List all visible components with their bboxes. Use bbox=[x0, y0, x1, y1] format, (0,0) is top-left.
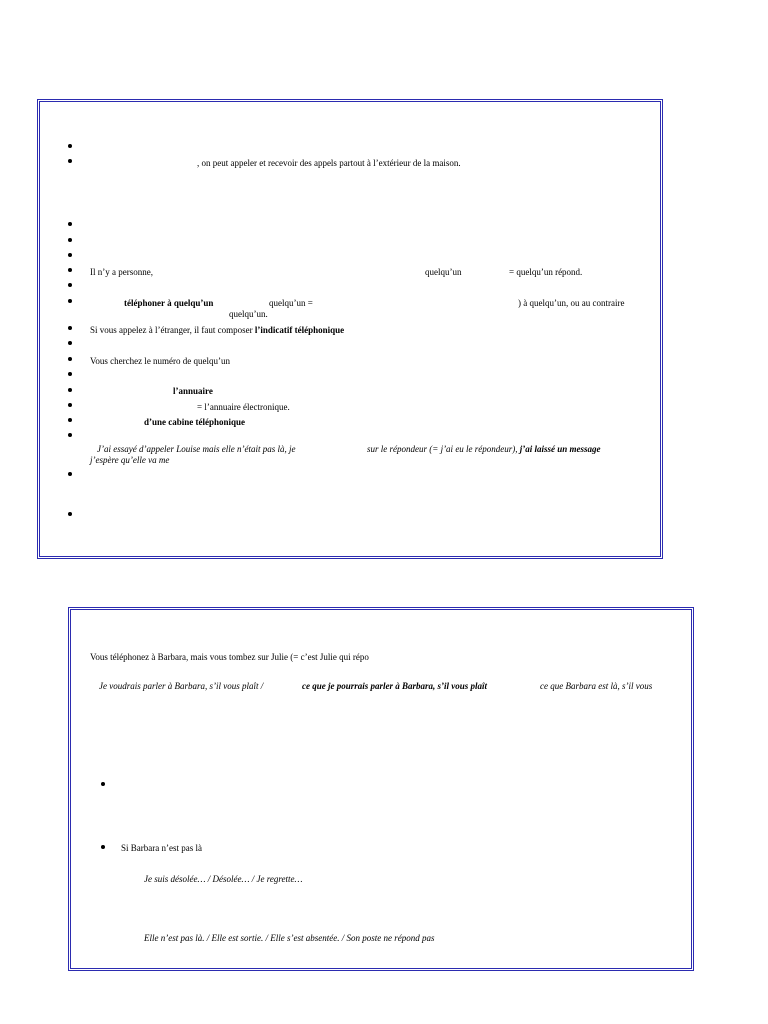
text-line: ) à quelqu’un, ou au contraire bbox=[518, 298, 625, 308]
text-line: Il n’y a personne, bbox=[90, 267, 153, 277]
text-line: = quelqu’un répond. bbox=[509, 267, 583, 277]
text-line: d’une cabine téléphonique bbox=[144, 417, 246, 427]
bullet bbox=[68, 253, 72, 257]
text-span: sur le répondeur (= j’ai eu le répondeur), bbox=[367, 444, 520, 454]
bullet bbox=[68, 222, 72, 226]
example-line: J’ai essayé d’appeler Louise mais elle n’était pas là, je bbox=[97, 444, 296, 454]
example-line bbox=[367, 444, 601, 454]
text-line: l’annuaire bbox=[173, 386, 213, 396]
text-line bbox=[90, 325, 344, 335]
text-line: quelqu’un = bbox=[269, 298, 313, 308]
bullet bbox=[68, 388, 72, 392]
example-line: Elle n’est pas là. / Elle est sortie. / Elle s’est absentée. / Son poste ne répond pas bbox=[144, 933, 435, 943]
bullet bbox=[68, 433, 72, 437]
text-line: quelqu’un. bbox=[229, 309, 268, 319]
text-line: = l’annuaire électronique. bbox=[197, 402, 290, 412]
bullet bbox=[68, 418, 72, 422]
bullet bbox=[68, 283, 72, 287]
bullet bbox=[68, 268, 72, 272]
bullet bbox=[68, 512, 72, 516]
example-line: Je suis désolée… / Désolée… / Je regrette… bbox=[144, 874, 303, 884]
bullet bbox=[101, 845, 105, 849]
bullet bbox=[101, 782, 105, 786]
bullet bbox=[68, 238, 72, 242]
bullet bbox=[68, 299, 72, 303]
example-line: ce que Barbara est là, s’il vous bbox=[540, 681, 653, 691]
bullet bbox=[68, 472, 72, 476]
bullet bbox=[68, 357, 72, 361]
bullet bbox=[68, 341, 72, 345]
text-line: Si Barbara n’est pas là bbox=[121, 843, 202, 853]
text-span: Si vous appelez à l’étranger, il faut composer bbox=[90, 325, 255, 335]
bullet bbox=[68, 326, 72, 330]
bullet bbox=[68, 159, 72, 163]
example-line: j’espère qu’elle va me bbox=[90, 455, 170, 465]
text-span: j’ai laissé un message bbox=[519, 444, 601, 454]
text-line: Vous téléphonez à Barbara, mais vous tombez sur Julie (= c’est Julie qui répo bbox=[90, 652, 369, 662]
text-line: quelqu’un bbox=[425, 267, 462, 277]
bullet bbox=[68, 372, 72, 376]
text-line: , on peut appeler et recevoir des appels partout à l’extérieur de la maison. bbox=[197, 158, 461, 168]
bullet bbox=[68, 403, 72, 407]
bullet bbox=[68, 144, 72, 148]
example-line: Je voudrais parler à Barbara, s’il vous plaît / bbox=[99, 681, 264, 691]
text-line: téléphoner à quelqu’un bbox=[124, 298, 214, 308]
example-line: ce que je pourrais parler à Barbara, s’il vous plaît bbox=[302, 681, 488, 691]
text-line: Vous cherchez le numéro de quelqu’un bbox=[90, 356, 231, 366]
term-bold: l’indicatif téléphonique bbox=[254, 325, 345, 335]
